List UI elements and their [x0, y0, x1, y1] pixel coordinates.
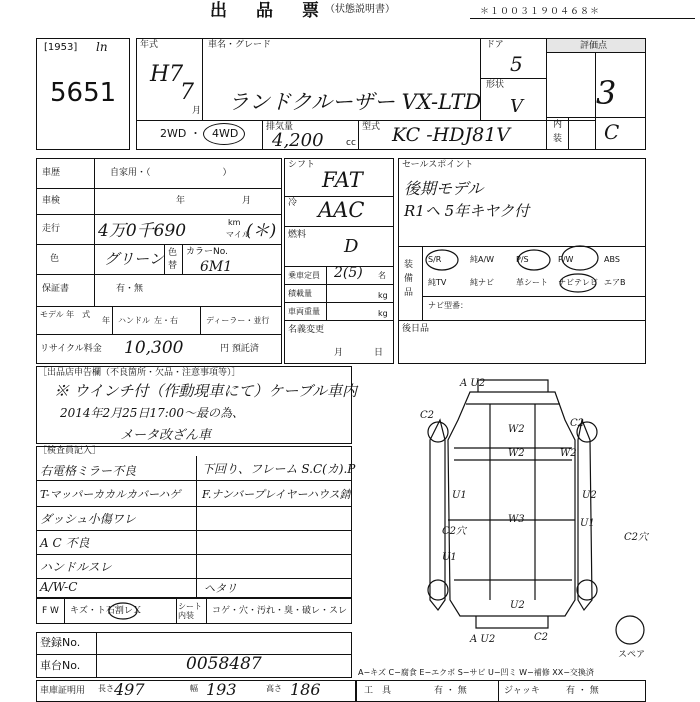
navi-label: ナビ型番： [428, 301, 468, 310]
drive-2wd: 2WD [160, 127, 187, 140]
tools-label: 工 具 [364, 686, 392, 696]
cert-width: 193 [206, 680, 237, 699]
drive-circle [203, 123, 245, 145]
door-label: ドア [486, 40, 504, 50]
seat-items: コゲ・穴・汚れ・臭・破レ・スレ [212, 606, 348, 616]
history-label: 車歴 [42, 168, 61, 178]
inspector-line-6: A C 不良 [40, 536, 90, 550]
inspection-month-unit: 月 [242, 196, 252, 206]
month-unit: 月 [192, 106, 202, 116]
form-subtitle: （状態説明書） [325, 4, 395, 15]
equipment-item: 純ナビ [470, 278, 494, 287]
weight-label: 車両重量 [288, 307, 320, 316]
diagram-mark: U1 [442, 552, 457, 563]
form-title: 出 品 票 [210, 1, 325, 21]
recycle-unit: 円 預託済 [220, 344, 259, 354]
history-value: 自家用・（ ） [110, 168, 232, 178]
declaration-label: ［出品店申告欄（不良箇所・欠品・注意事項等）］ [38, 368, 241, 378]
seat-label: シート内装 [178, 602, 202, 620]
displacement-unit: cc [346, 138, 356, 148]
dealer-label: ディーラー・並行 [206, 316, 270, 325]
capacity-unit: 名 [378, 271, 386, 280]
sales-label: セールスポイント [402, 160, 474, 170]
barcode-number: ＊１００３１９０４６８＊ [480, 7, 601, 17]
load-label: 積載量 [288, 289, 312, 298]
name-label: 車名・グレード [208, 40, 272, 50]
color-change-bottom: 替 [168, 261, 178, 271]
lot-mark: ln [96, 40, 108, 54]
year-label: 年式 [140, 40, 159, 50]
equipment-label: 装備品 [404, 260, 414, 298]
recycle-value: 10,300 [124, 338, 184, 358]
capacity-label: 乗車定員 [288, 271, 320, 280]
equipment-item: P/S [516, 255, 529, 264]
name-change-day: 日 [374, 348, 384, 358]
mileage-unit-mile: マイル [226, 230, 250, 239]
ac-label: 冷 [288, 198, 298, 208]
diagram-mark: A U2 [460, 378, 486, 389]
color-label: 色 [50, 254, 60, 264]
mileage-mark: (＊) [246, 221, 277, 241]
equipment-item: ナビテレビ [558, 278, 598, 287]
equipment-item: 純TV [428, 278, 447, 287]
equipment-item: ABS [604, 255, 620, 264]
diagram-mark: C2穴 [442, 526, 467, 537]
legend-text: A−キズ C−腐食 E−エクボ S−サビ U−凹ミ W−補修 XX−交換済 [358, 668, 594, 677]
fw-items: キズ・ト石割レＸ [70, 606, 142, 616]
load-unit: kg [378, 291, 388, 300]
warranty-value: 有・無 [116, 284, 144, 294]
diagram-mark: C2穴 [624, 532, 649, 543]
chassis-label: 車台No. [40, 659, 81, 672]
handle-label: ハンドル [118, 316, 150, 325]
diagram-mark: W2 [508, 448, 525, 459]
equipment-item: 革シート [516, 278, 548, 287]
inspector-extra: ヘタリ [204, 582, 237, 595]
door-value: 5 [510, 52, 523, 76]
model-label: 型式 [362, 122, 381, 132]
equipment-item: S/R [428, 255, 442, 264]
certificate-label: 車庫証明用 [40, 686, 86, 696]
interior-label-bottom: 装 [553, 134, 563, 144]
diagram-mark: A U2 [470, 634, 496, 645]
drive-4wd: 4WD [212, 127, 239, 140]
tools-value: 有 ・ 無 [434, 686, 467, 696]
fuel-label: 燃料 [288, 230, 307, 240]
cert-length: 497 [114, 680, 145, 699]
lot-number: 5651 [50, 78, 117, 108]
diagram-mark: W2 [560, 448, 577, 459]
jack-label: ジャッキ [504, 686, 540, 696]
model-year-unit: 年 [102, 316, 110, 325]
inspector-line-2: 下回り、フレーム S.C(カ).P [202, 462, 356, 476]
fw-label: F W [42, 606, 59, 616]
mileage-unit-km: km [228, 218, 241, 227]
model-value: KC -HDJ81V [392, 124, 510, 146]
equipment-item: 純A/W [470, 255, 495, 264]
score-label: 評価点 [580, 41, 608, 51]
declaration-line3: メータ改ざん車 [120, 428, 212, 443]
ac-value: AAC [318, 198, 365, 222]
shape-label: 形状 [486, 80, 505, 90]
score-value: 3 [596, 74, 617, 112]
warranty-label: 保証書 [42, 284, 70, 294]
shift-value: FAT [322, 168, 363, 192]
name-change-month: 月 [334, 348, 344, 358]
equipment-item: エアB [604, 278, 626, 287]
displacement-value: 4,200 [272, 130, 324, 151]
color-code-label: カラーNo. [186, 247, 228, 257]
cert-hei-label: 高さ [266, 684, 282, 693]
chassis-value: 0058487 [186, 654, 262, 674]
year-value: H7 [150, 62, 184, 87]
inspection-year-unit: 年 [176, 196, 186, 206]
shift-label: シフト [288, 160, 316, 170]
inspector-line-7: ハンドルスレ [40, 560, 112, 574]
name-change-label: 名義変更 [288, 325, 325, 335]
handle-value: 左・右 [154, 316, 178, 325]
weight-unit: kg [378, 309, 388, 318]
model-year-label: モデル 年 式 [40, 310, 91, 319]
diagram-mark: U1 [452, 490, 467, 501]
recycle-label: リサイクル料金 [40, 344, 102, 354]
name-value: ランドクルーザー VX-LTD [228, 90, 482, 114]
sales-line2: R1ヘ 5年キヤク付 [404, 202, 530, 220]
inspection-label: 車検 [42, 196, 61, 206]
equipment-item: P/W [558, 255, 574, 264]
diagram-mark: C2 [534, 632, 549, 643]
color-value: グリーン [104, 250, 164, 268]
registration-label: 登録No. [40, 636, 81, 649]
cert-len-label: 長さ [98, 684, 114, 693]
diagram-mark: U2 [582, 490, 597, 501]
declaration-line2: 2014年2月25日17:00～最の為、 [60, 406, 245, 420]
interior-value: C [604, 120, 620, 144]
inspector-line-1: 右電格ミラー不良 [40, 464, 137, 478]
diagram-mark: W2 [508, 424, 525, 435]
inspector-line-3: T-マッパーカカルカバーハゲ [40, 488, 181, 501]
capacity-value: 2(5) [334, 265, 363, 281]
diagram-mark: U2 [510, 600, 525, 611]
declaration-line1: ※ ウインチ付（作動現車にて）ケーブル車内 [54, 382, 357, 400]
fuel-value: D [344, 236, 359, 257]
displacement-label: 排気量 [266, 122, 294, 132]
color-change-top: 色 [168, 248, 178, 258]
cert-height: 186 [290, 680, 321, 699]
inspector-line-8: A/W-C [40, 580, 78, 594]
spare-label: スペア [618, 650, 646, 660]
month-value: 7 [180, 80, 194, 105]
diagram-mark: W3 [508, 514, 525, 525]
shape-value: V [510, 96, 523, 117]
cert-wid-label: 幅 [190, 684, 198, 693]
inspector-label: ［検査員記入］ [38, 446, 102, 456]
lot-stamp: [1953] [44, 42, 78, 53]
inspector-line-5: ダッシュ小傷ワレ [40, 512, 136, 526]
color-code-value: 6M1 [200, 259, 233, 275]
post-install-label: 後日品 [402, 324, 430, 334]
diagram-mark: C2 [420, 410, 435, 421]
mileage-label: 走行 [42, 224, 61, 234]
jack-value: 有 ・ 無 [566, 686, 599, 696]
inspector-line-4: F.ナンバープレイヤーハウス錆 [202, 488, 351, 501]
diagram-mark: C2 [570, 418, 585, 429]
interior-label-top: 内 [553, 120, 563, 130]
drive-sep: ・ [190, 127, 201, 140]
diagram-mark: U1 [580, 518, 595, 529]
sales-line1: 後期モデル [404, 179, 484, 198]
mileage-value: 4万0千690 [98, 221, 187, 241]
